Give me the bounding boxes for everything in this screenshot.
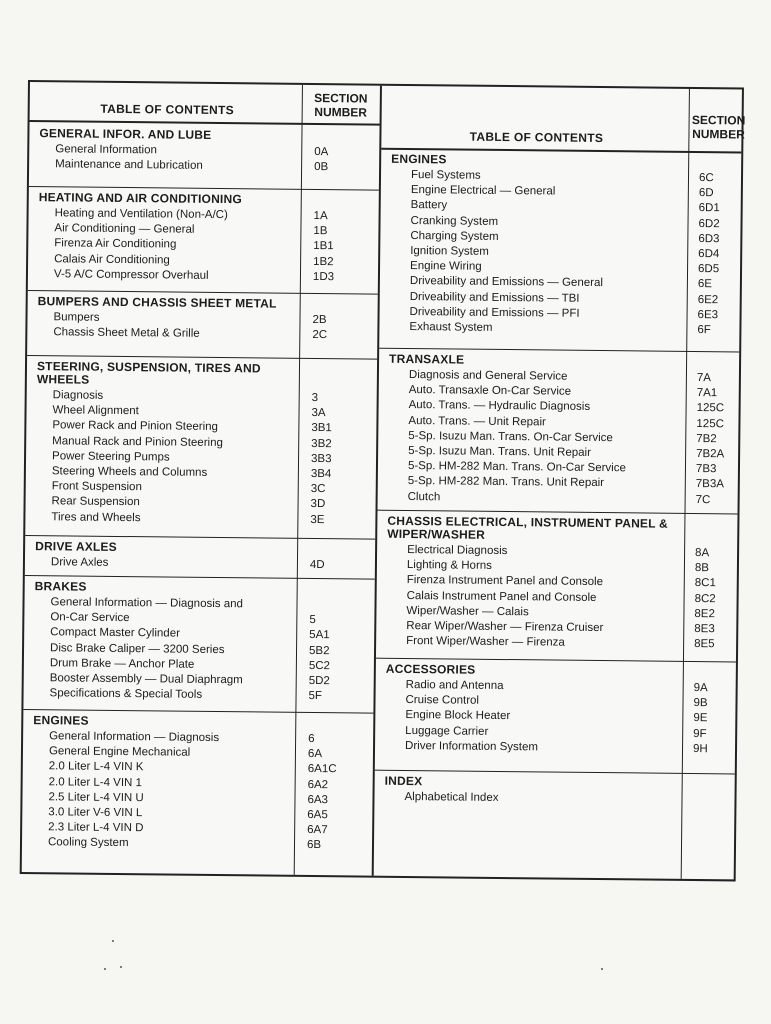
toc-sheet [20,80,744,881]
toc-section-bumpers-and-chassis-sheet-metal [27,290,378,360]
entry-section-number: 8E5 [694,638,715,651]
entry-label: Drum Brake — Anchor Plate [49,657,195,671]
entry-label: Maintenance and Lubrication [55,158,203,173]
entry-label: 5-Sp. HM-282 Man. Trans. Unit Repair [407,475,605,490]
entry-section-number: 9A [693,682,708,695]
entry-label: Rear Wiper/Washer — Firenza Cruiser [406,619,604,634]
entry-label: Clutch [407,490,441,503]
entry-section-number: 7B3A [695,478,725,491]
entry-label: Auto. Transaxle On-Car Service [408,384,572,398]
entry-section-number: 3C [310,483,326,496]
entry-label: Tires and Wheels [51,510,141,524]
entry-label: Wiper/Washer — Calais [406,604,529,619]
section-title: GENERAL INFOR. AND LUBE [39,126,212,142]
entry-label: Diagnosis [52,389,104,402]
entry-section-number: 8A [695,547,710,560]
toc-entry [25,509,375,528]
entry-section-number: 7C [695,493,711,506]
toc-entry [374,790,734,809]
entry-section-number: 9B [693,697,708,710]
entry-section-number: 0A [314,146,329,159]
entry-label: Disc Brake Caliper — 3200 Series [49,641,225,656]
paper-speck [104,968,106,970]
section-title: DRIVE AXLES [35,539,117,554]
entry-label: Alphabetical Index [404,790,499,804]
entry-label: Electrical Diagnosis [407,543,508,558]
section-number-header [688,113,748,142]
section-title: CHASSIS ELECTRICAL, INSTRUMENT PANEL & WIPER/WASHER [387,513,668,542]
entry-section-number: 9F [693,727,707,740]
toc-header-right [381,104,746,154]
toc-entry [379,320,739,339]
entry-label: Chassis Sheet Metal & Grille [53,326,200,340]
entry-label: 2.5 Liter L-4 VIN U [48,791,144,805]
section-number-header-line2: NUMBER [692,126,745,142]
entry-label: Cruise Control [405,694,480,707]
section-entries [374,790,734,809]
entry-section-number: 6D [698,187,714,200]
entry-label: 2.0 Liter L-4 VIN 1 [48,775,143,789]
entry-label: Driveability and Emissions — TBI [409,290,580,305]
entry-section-number: 5F [308,690,323,703]
section-number-header [302,91,380,120]
entry-label: Front Suspension [51,480,142,494]
section-title: BRAKES [34,579,87,594]
toc-section-index [374,770,735,878]
section-entries [23,595,374,705]
entry-label: 5-Sp. HM-282 Man. Trans. On-Car Service [407,460,626,475]
entry-label: V-5 A/C Compressor Overhaul [53,268,209,282]
entry-section-number: 2C [312,329,328,342]
entry-label: Auto. Trans. — Unit Repair [408,414,546,429]
toc-section-engines [22,709,374,873]
entry-section-number: 9E [693,712,708,725]
entry-section-number: 6A7 [307,824,328,837]
entry-section-number: 9H [692,742,708,755]
entry-label: Cranking System [410,214,499,228]
entry-section-number: 7B3 [695,463,717,476]
entry-section-number: 1A [313,209,328,223]
toc-entry [22,835,372,854]
entry-section-number: 3E [310,513,325,526]
entry-section-number: 7B2 [696,432,717,445]
entry-section-number: 5D2 [308,674,330,688]
entry-section-number: 4D [309,558,325,572]
entry-label: General Information [55,143,157,157]
entry-label: Compact Master Cylinder [50,626,181,640]
toc-entry [378,489,738,508]
entry-section-number: 5 [309,614,316,627]
section-entries [378,368,739,508]
toc-entry [23,686,373,705]
entry-section-number: 125C [696,402,725,415]
entry-label: On-Car Service [50,611,130,625]
entry-section-number: 6F [697,323,711,337]
entry-section-number: 6E2 [697,293,719,306]
toc-section-transaxle [378,348,740,515]
entry-section-number: 6E [697,278,713,291]
entry-label: General Information — Diagnosis [49,730,220,745]
toc-entry [29,157,379,176]
entry-section-number: 2B [312,313,327,327]
entry-label: 2.3 Liter L-4 VIN D [48,821,144,835]
entry-label: Engine Wiring [410,260,482,273]
section-number-header-line2: NUMBER [314,105,368,120]
section-title: ENGINES [33,713,89,728]
toc-section-chassis-electrical-instrument-panel-wiper-washer [376,510,738,663]
entry-section-number: 3B2 [311,437,332,450]
entry-label: Calais Instrument Panel and Console [406,589,597,604]
entry-section-number: 5B2 [308,644,330,657]
entry-section-number: 0B [314,161,329,174]
entry-section-number: 1D3 [312,270,335,283]
paper-speck [601,968,603,970]
entry-section-number: 3D [310,498,326,511]
entry-label: Ignition System [410,244,489,258]
toc-section-general-infor-and-lube [29,122,380,191]
entry-label: Radio and Antenna [405,678,504,693]
entry-label: Power Rack and Pinion Steering [52,419,219,434]
entry-section-number: 8B [694,562,710,575]
section-number-header-line1: SECTION [314,90,368,106]
entry-label: Driver Information System [404,739,539,754]
section-title: ENGINES [391,151,447,167]
entry-label: Air Conditioning — General [54,222,195,236]
entry-label: Wheel Alignment [52,404,139,418]
entry-label: Exhaust System [409,320,493,334]
toc-header-title: TABLE OF CONTENTS [469,129,604,146]
entry-label: Power Steering Pumps [52,450,170,464]
section-entries [22,729,373,854]
entry-label: General Engine Mechanical [48,745,191,759]
entry-label: Engine Block Heater [405,709,511,723]
entry-section-number: 6E3 [697,308,719,321]
toc-entry [376,634,736,653]
entry-section-number: 5A1 [309,629,330,642]
entry-label: Driveability and Emissions — General [409,275,603,290]
toc-header-left [30,82,380,126]
entry-section-number: 6D4 [698,247,720,261]
entry-section-number: 8C1 [694,577,716,590]
section-entries [25,555,375,574]
entry-label: Calais Air Conditioning [54,252,170,267]
toc-entry [375,738,735,757]
entry-section-number: 6B [306,839,322,852]
entry-label: Luggage Carrier [405,724,489,738]
section-entries [27,310,377,344]
toc-entry [27,325,377,344]
entry-label: Engine Electrical — General [410,184,556,198]
entry-section-number: 6A3 [307,793,329,806]
entry-section-number: 125C [696,417,725,430]
entry-label: Lighting & Horns [406,559,493,573]
entry-section-number: 8C2 [694,592,716,605]
entry-section-number: 6C [698,172,714,185]
entry-section-number: 6D1 [698,202,720,215]
entry-section-number: 7A1 [696,387,718,400]
section-entries [28,206,379,286]
section-entries [375,678,736,758]
section-title: INDEX [384,773,423,789]
entry-section-number: 1B [313,225,328,238]
entry-section-number: 6D5 [697,263,720,276]
entry-section-number: 6 [308,732,315,746]
section-number-header-line1: SECTION [691,112,746,128]
entry-section-number: 3B4 [310,467,332,481]
entry-section-number: 3 [311,391,319,405]
entry-section-number: 6D2 [698,217,720,230]
toc-column-right [374,86,746,880]
entry-section-number: 5C2 [308,659,331,672]
paper-speck [112,940,114,942]
entry-label: 2.0 Liter L-4 VIN K [48,760,144,774]
entry-section-number: 7A [696,372,712,385]
entry-label: 5-Sp. Isuzu Man. Trans. Unit Repair [408,444,592,459]
entry-label: 3.0 Liter V-6 VIN L [48,806,143,820]
entry-label: Battery [410,199,448,212]
toc-section-engines [379,148,741,353]
entry-section-number: 7B2A [696,447,725,461]
toc-section-accessories [375,658,736,775]
toc-header-title: TABLE OF CONTENTS [100,101,235,118]
entry-section-number: 1B1 [313,240,334,253]
section-entries [25,388,376,528]
entry-label: Firenza Instrument Panel and Console [406,574,604,589]
entry-section-number: 6A [307,748,323,761]
section-title: BUMPERS AND CHASSIS SHEET METAL [37,294,277,311]
toc-column-left [22,82,382,876]
entry-label: Auto. Trans. — Hydraulic Diagnosis [408,399,591,414]
section-title: ACCESSORIES [385,661,476,677]
entry-label: Front Wiper/Washer — Firenza [406,635,565,649]
entry-section-number: 6A5 [307,808,328,822]
paper-speck [120,966,122,968]
entry-label: Heating and Ventilation (Non-A/C) [54,207,228,222]
section-title: HEATING AND AIR CONDITIONING [38,190,242,207]
toc-entry [28,267,378,286]
entry-section-number: 6D3 [698,232,720,245]
entry-label: Charging System [410,229,499,243]
entry-section-number: 8E2 [694,607,715,620]
entry-section-number: 3A [311,407,326,420]
entry-label: Bumpers [53,311,100,324]
toc-section-steering-suspension-tires-and-wheels [25,355,377,540]
section-title: TRANSAXLE [389,351,465,367]
entry-section-number: 3B3 [310,452,332,465]
entry-label: Booster Assembly — Dual Diaphragm [49,672,243,687]
section-title: STEERING, SUSPENSION, TIRES AND WHEELS [36,359,261,387]
section-entries [379,168,741,339]
section-entries [376,543,737,653]
toc-section-heating-and-air-conditioning [28,186,379,295]
entry-label: 5-Sp. Isuzu Man. Trans. On-Car Service [408,429,613,444]
entry-label: Diagnosis and General Service [408,369,568,383]
toc-section-brakes [23,575,374,714]
entry-label: Specifications & Special Tools [49,687,203,701]
entry-label: Manual Rack and Pinion Steering [52,434,223,449]
entry-section-number: 6A1C [307,763,337,776]
entry-label: Fuel Systems [410,169,481,182]
entry-section-number: 8E3 [694,622,715,636]
entry-label: Cooling System [47,836,129,850]
entry-label: Steering Wheels and Columns [51,465,208,479]
entry-label: General Information — Diagnosis and [50,596,243,611]
toc-entry [25,555,375,574]
entry-section-number: 1B2 [313,255,334,268]
entry-label: Rear Suspension [51,495,140,509]
entry-label: Drive Axles [50,556,109,569]
section-entries [29,142,379,176]
entry-section-number: 6A2 [307,778,329,791]
entry-section-number: 3B1 [311,422,332,435]
entry-label: Driveability and Emissions — PFI [409,305,580,320]
entry-label: Firenza Air Conditioning [54,237,177,251]
toc-section-drive-axles [25,535,375,580]
